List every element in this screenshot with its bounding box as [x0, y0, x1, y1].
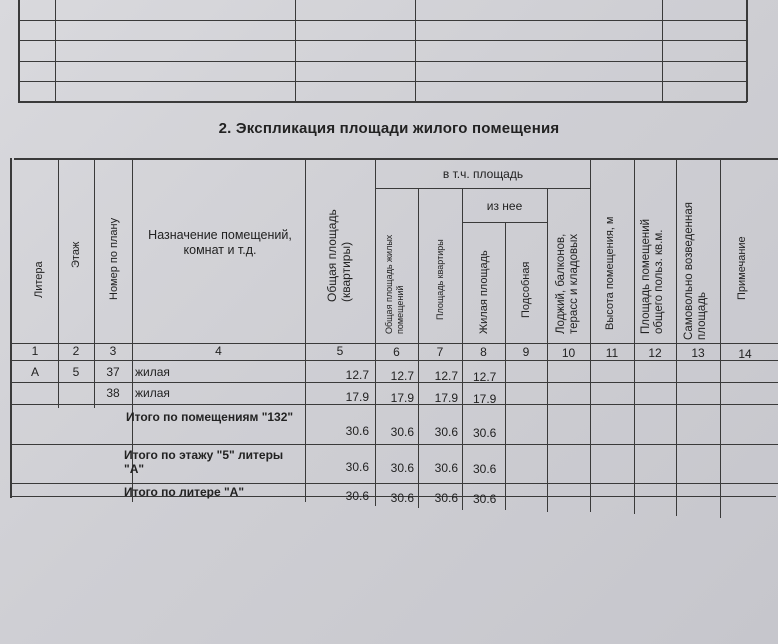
cell-v6: 17.9 [390, 391, 414, 405]
col-number: 1 [31, 344, 39, 358]
section-title: 2. Экспликация площади жилого помещения [218, 120, 560, 137]
col-number: 11 [605, 346, 619, 360]
cell-v6: 30.6 [390, 425, 414, 439]
header-ploshad-kv: Площадь квартиры [435, 239, 445, 320]
header-samovol: Самовольно возведенная площадь [683, 202, 708, 340]
cell-nomer: 38 [106, 386, 120, 400]
cell-v7: 30.6 [434, 425, 458, 439]
cell-v8: 30.6 [473, 462, 497, 476]
cell-v8: 30.6 [473, 492, 497, 506]
cell-v7: 30.6 [434, 461, 458, 475]
cell-v6: 30.6 [390, 461, 414, 475]
col-number: 14 [738, 347, 752, 361]
header-litera: Литера [33, 261, 45, 298]
header-obsh-polz: Площадь помещений общего польз. кв.м. [640, 218, 665, 334]
cell-v5: 30.6 [345, 424, 369, 438]
cell-v7: 30.6 [434, 491, 458, 505]
cell-v7: 17.9 [434, 391, 458, 405]
header-primech: Примечание [736, 236, 748, 300]
cell-name: Итого по помещениям "132" [126, 410, 294, 424]
cell-v5: 30.6 [345, 460, 369, 474]
cell-etazh: 5 [72, 365, 80, 379]
cell-litera: А [30, 365, 39, 379]
col-number: 4 [215, 344, 222, 358]
cell-v5: 17.9 [345, 390, 369, 404]
header-obshaya: Общая площадь (квартиры) [325, 209, 353, 302]
cell-name: Итого по этажу "5" литеры "А" [124, 448, 284, 476]
cell-v5: 30.6 [345, 489, 369, 503]
header-podsob: Подсобная [520, 261, 532, 318]
col-number: 6 [393, 345, 400, 359]
header-lodzhii: Лоджий, балконов, терасс и кладовых [555, 233, 580, 334]
cell-name: жилая [135, 365, 170, 379]
col-number: 7 [436, 345, 444, 359]
col-number: 5 [336, 344, 344, 358]
cell-v8: 12.7 [473, 370, 497, 384]
col-number: 9 [522, 345, 530, 359]
cell-name: Итого по литере "А" [124, 485, 245, 499]
cell-name: жилая [135, 386, 170, 400]
header-v-tch: в т.ч. площадь [442, 167, 524, 181]
header-nomer: Номер по плану [108, 217, 120, 300]
header-etazh: Этаж [70, 241, 82, 268]
cell-nomer: 37 [106, 365, 120, 379]
col-number: 12 [648, 346, 662, 360]
cell-v6: 30.6 [390, 491, 414, 505]
header-obsh-zhil: Общая площадь жилых помещений [384, 234, 405, 334]
col-number: 2 [72, 344, 80, 358]
col-number: 3 [109, 344, 117, 358]
cell-v8: 30.6 [473, 426, 497, 440]
cell-v5: 12.7 [345, 368, 369, 382]
cell-v7: 12.7 [434, 369, 458, 383]
col-number: 13 [691, 346, 705, 360]
header-zhilaya: Жилая площадь [478, 250, 490, 334]
col-number: 10 [561, 346, 576, 360]
cell-v8: 17.9 [473, 392, 497, 406]
cell-v6: 12.7 [390, 369, 414, 383]
header-iz-nee: из нее [486, 199, 523, 213]
header-vysota: Высота помещения, м [604, 216, 616, 330]
col-number: 8 [480, 345, 487, 359]
header-naznachenie: Назначение помещений, комнат и т.д. [148, 228, 292, 257]
